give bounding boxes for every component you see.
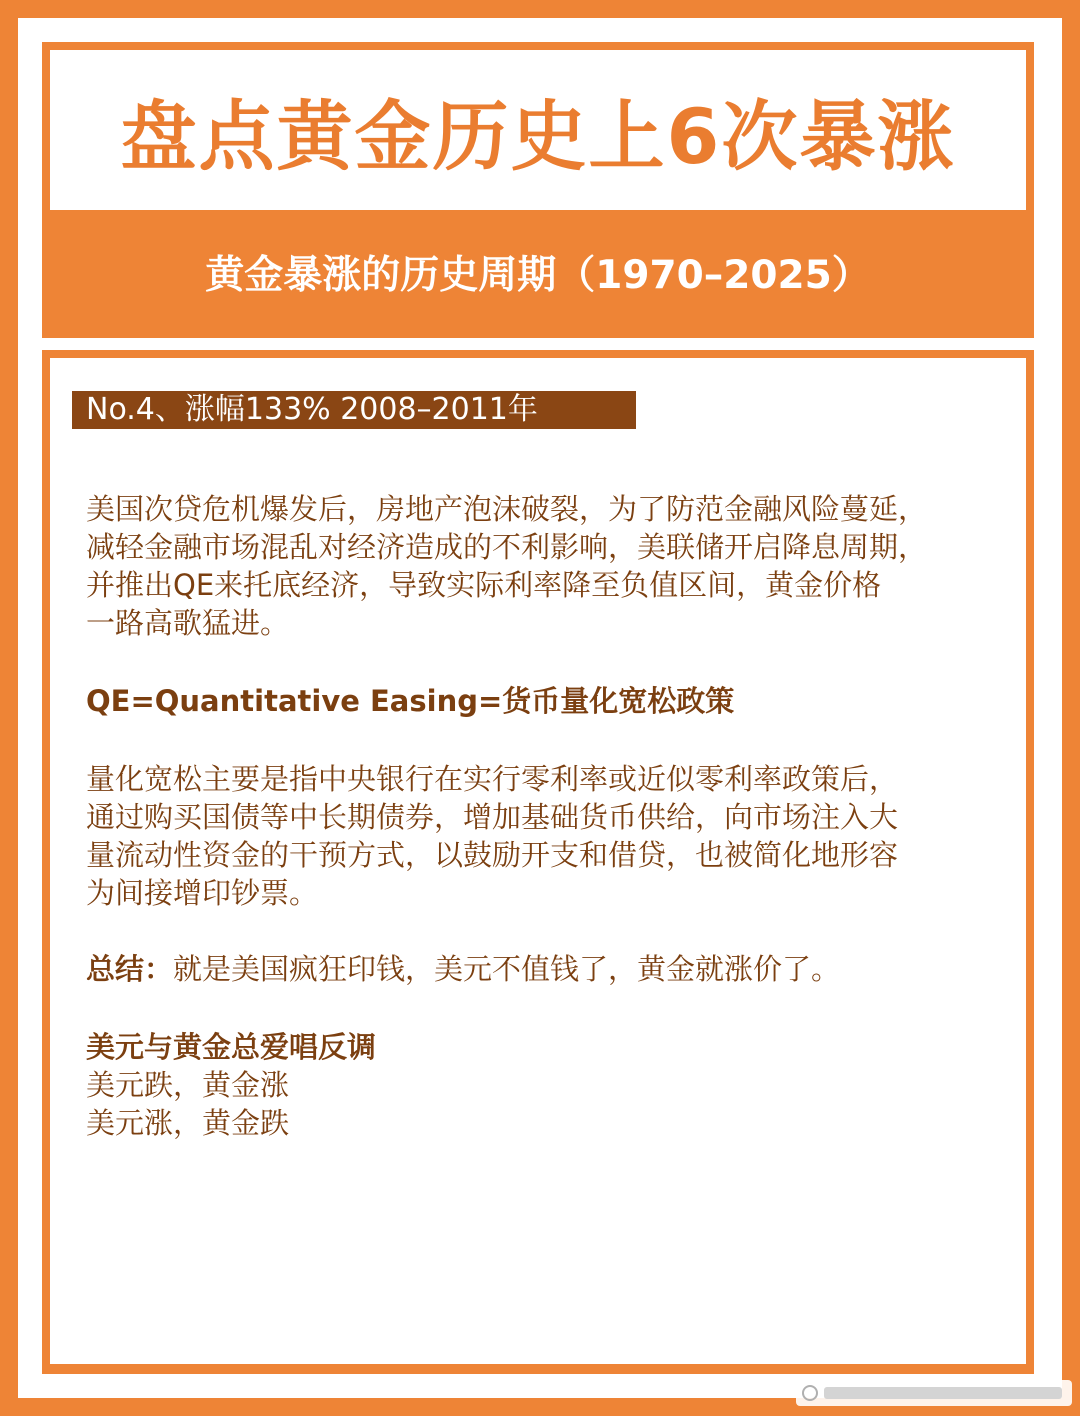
text-line: 量化宽松主要是指中央银行在实行零利率或近似零利率政策后，	[86, 762, 899, 796]
text-line: 通过购买国债等中长期债券，增加基础货币供给，向市场注入大	[86, 800, 899, 834]
qe-definition: QE=Quantitative Easing=货币量化宽松政策	[86, 684, 735, 718]
watermark-logo	[796, 1380, 1072, 1406]
text-line: 并推出QE来托底经济，导致实际利率降至负值区间，黄金价格	[86, 568, 882, 602]
text-line: 为间接增印钞票。	[86, 876, 319, 910]
page-title: 盘点黄金历史上6次暴涨	[120, 91, 956, 181]
text-line: 一路高歌猛进。	[86, 606, 290, 640]
title-box	[50, 50, 1026, 210]
era-tag: No.4、涨幅133% 2008–2011年	[72, 391, 636, 429]
paragraph-qe	[86, 760, 898, 912]
page-subtitle: 黄金暴涨的历史周期（1970–2025）	[205, 253, 871, 298]
rule-title: 美元与黄金总爱唱反调	[86, 1030, 377, 1064]
rule-line: 美元跌，黄金涨	[86, 1068, 290, 1102]
rule-block	[86, 1028, 376, 1142]
summary	[86, 950, 840, 988]
text-line: 减轻金融市场混乱对经济造成的不利影响，美联储开启降息周期，	[86, 530, 928, 564]
summary-label: 总结：	[86, 952, 174, 986]
rule-line: 美元涨，黄金跌	[86, 1106, 290, 1140]
text-line: 量流动性资金的干预方式，以鼓励开支和借贷，也被简化地形容	[86, 838, 899, 872]
paragraph-crisis	[86, 490, 927, 642]
summary-text: 就是美国疯狂印钱，美元不值钱了，黄金就涨价了。	[173, 952, 841, 986]
text-line: 美国次贷危机爆发后，房地产泡沫破裂，为了防范金融风险蔓延，	[86, 492, 928, 526]
